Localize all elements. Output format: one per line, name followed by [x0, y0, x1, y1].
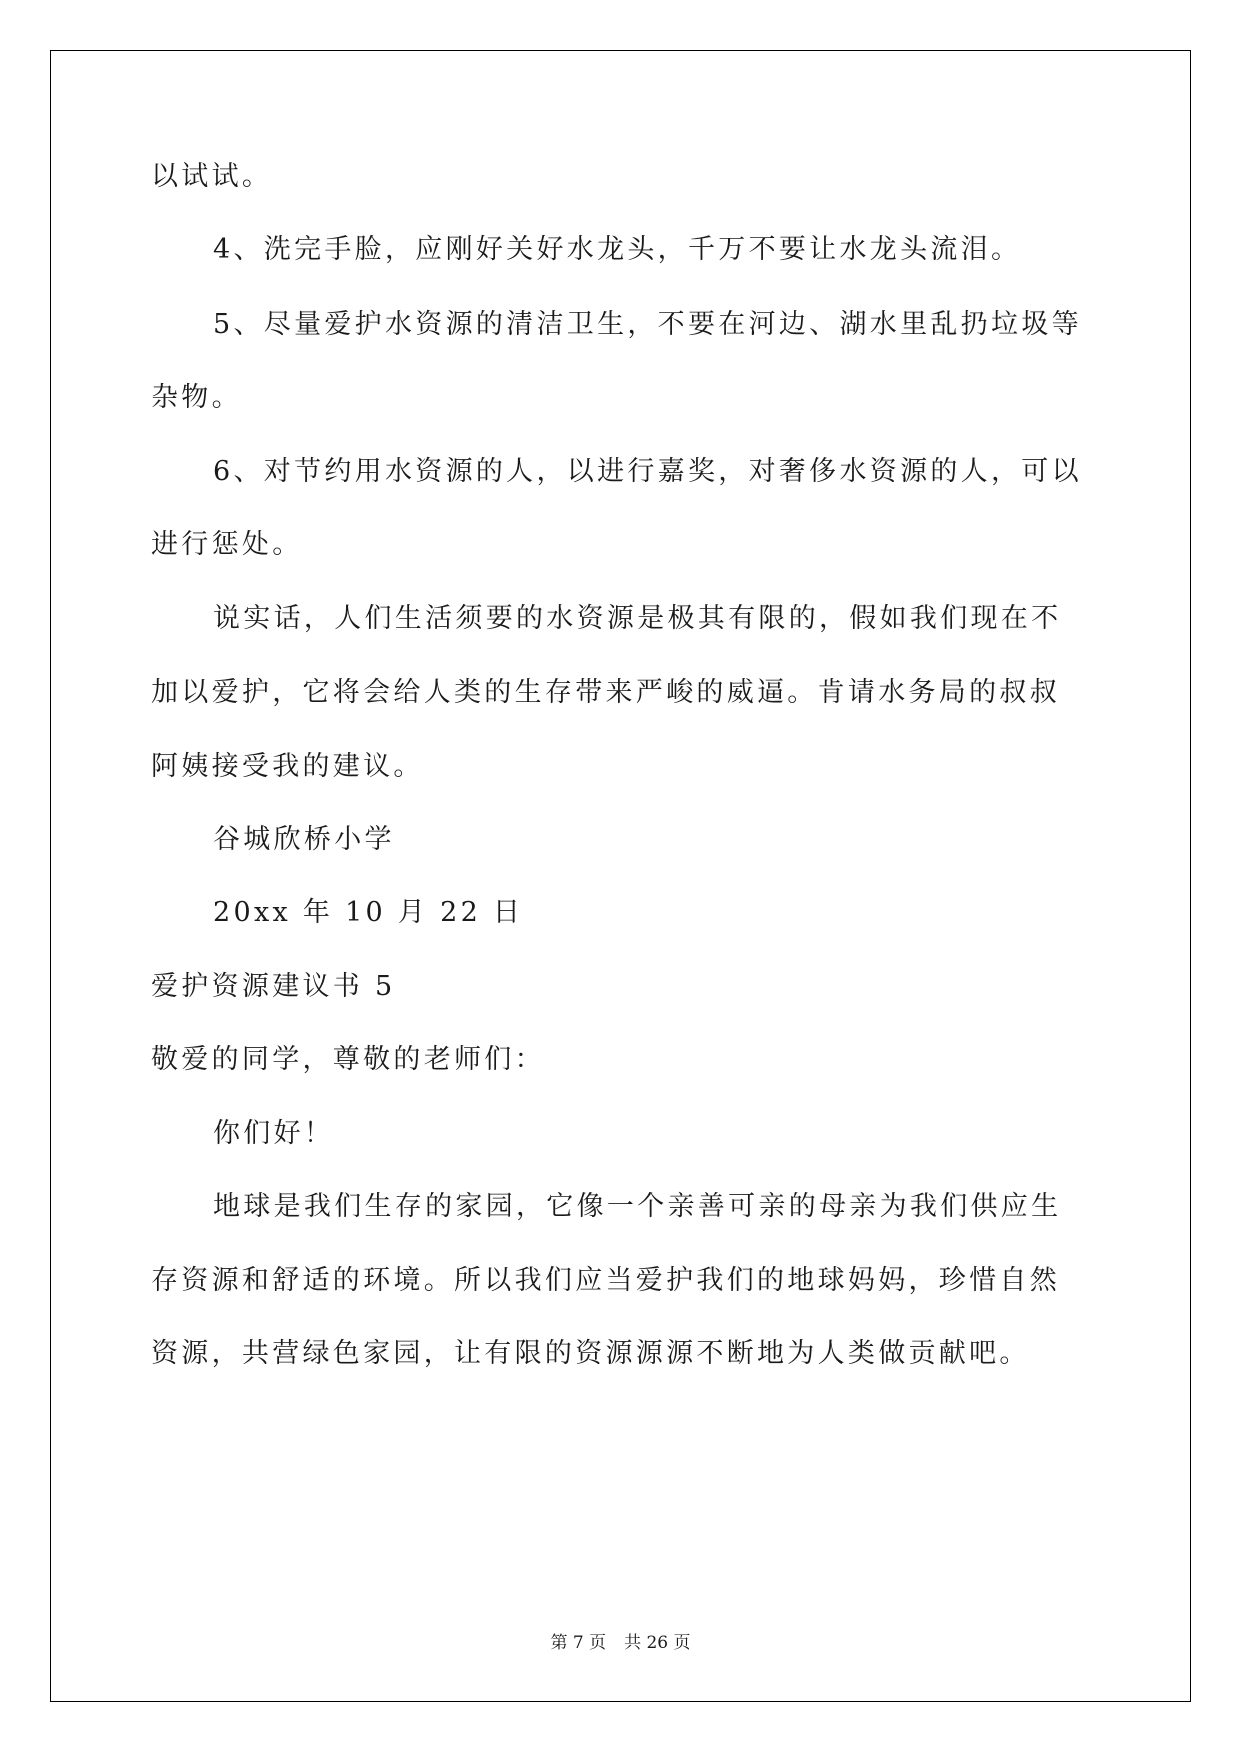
text-line: 5、尽量爱护水资源的清洁卫生，不要在河边、湖水里乱扔垃圾等 — [213, 309, 1082, 340]
text-line: 说实话，人们生活须要的水资源是极其有限的，假如我们现在不 — [213, 603, 1062, 634]
page-number: 第 7 页 — [550, 1633, 607, 1653]
text-line: 以试试。 — [151, 161, 273, 192]
text-line: 4、洗完手脸，应刚好关好水龙头，千万不要让水龙头流泪。 — [213, 234, 1022, 265]
page-footer — [0, 1631, 1241, 1655]
page-total: 共 26 页 — [624, 1633, 691, 1653]
greeting: 你们好！ — [213, 1118, 335, 1149]
text-line: 加以爱护，它将会给人类的生存带来严峻的威逼。肯请水务局的叔叔 — [151, 677, 1060, 708]
text-line: 资源，共营绿色家园，让有限的资源源源不断地为人类做贡献吧。 — [151, 1338, 1030, 1369]
text-line: 地球是我们生存的家园，它像一个亲善可亲的母亲为我们供应生 — [213, 1191, 1062, 1222]
text-line: 存资源和舒适的环境。所以我们应当爱护我们的地球妈妈，珍惜自然 — [151, 1265, 1060, 1296]
text-line: 杂物。 — [151, 382, 242, 413]
text-line: 6、对节约用水资源的人，以进行嘉奖，对奢侈水资源的人，可以 — [213, 456, 1082, 487]
page-frame — [50, 50, 1191, 1702]
section-title: 爱护资源建议书 5 — [151, 971, 396, 1002]
salutation: 敬爱的同学，尊敬的老师们： — [151, 1044, 545, 1075]
text-line: 阿姨接受我的建议。 — [151, 751, 424, 782]
text-line: 进行惩处。 — [151, 529, 303, 560]
text-line: 谷城欣桥小学 — [213, 824, 395, 855]
text-line: 20xx 年 10 月 22 日 — [213, 897, 524, 928]
